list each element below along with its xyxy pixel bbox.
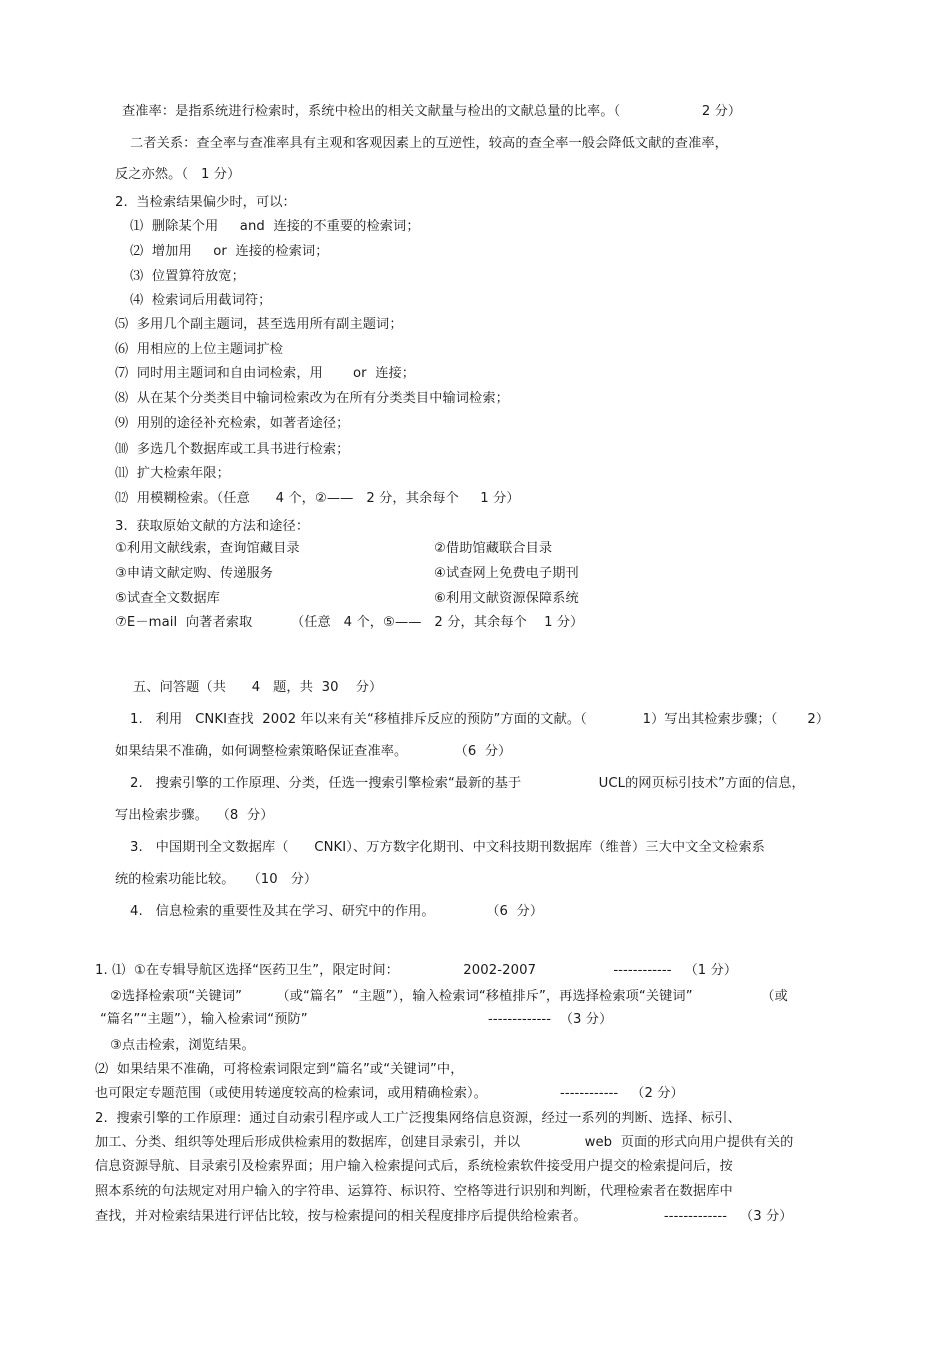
text-line: 3. 中国期刊全文数据库（ CNKI）、万方数字化期刊、中文科技期刊数据库（维普）三大中文全文检索系 bbox=[130, 840, 765, 855]
text-line: 查找，并对检索结果进行评估比较，按与检索提问的相关程度排序后提供给检索者。 ------------- （3 分） bbox=[95, 1209, 793, 1224]
text-line: ③申请文献定购、传递服务 bbox=[115, 566, 274, 581]
text-line: 1. 利用 CNKI查找 2002 年以来有关“移植排斥反应的预防”方面的文献。（ 1）写出其检索步骤；（ 2） bbox=[130, 712, 830, 727]
section-heading: 五、问答题（共 4 题，共 30 分） bbox=[133, 680, 383, 695]
text-line: ⑻ 从在某个分类类目中输词检索改为在所有分类类目中输词检索； bbox=[115, 391, 509, 406]
text-line: 加工、分类、组织等处理后形成供检索用的数据库，创建目录索引，并以 web 页面的形式向用户提供有关的 bbox=[95, 1135, 794, 1150]
text-line: ⑴ 删除某个用 and 连接的不重要的检索词； bbox=[130, 219, 420, 234]
text-line: ③点击检索，浏览结果。 bbox=[110, 1038, 255, 1053]
text-line: 统的检索功能比较。 （10 分） bbox=[115, 872, 318, 887]
text-line: ⑾ 扩大检索年限； bbox=[115, 466, 230, 481]
text-line: 查准率：是指系统进行检索时，系统中检出的相关文献量与检出的文献总量的比率。（ 2 分） bbox=[122, 104, 742, 119]
text-line: ②借助馆藏联合目录 bbox=[434, 541, 553, 556]
text-line: 反之亦然。（ 1 分） bbox=[115, 167, 241, 182]
text-line: 1. ⑴ ①在专辑导航区选择“医药卫生”，限定时间： 2002-2007 ------------ （1 分） bbox=[95, 963, 738, 978]
text-line: 也可限定专题范围（或使用转递度较高的检索词，或用精确检索）。 ------------ （2 分） bbox=[95, 1086, 684, 1101]
text-line: 如果结果不准确，如何调整检索策略保证查准率。 （6 分） bbox=[115, 744, 512, 759]
text-line: ⑽ 多选几个数据库或工具书进行检索； bbox=[115, 442, 350, 457]
text-line: ④试查网上免费电子期刊 bbox=[434, 566, 579, 581]
text-line: 二者关系：查全率与查准率具有主观和客观因素上的互逆性，较高的查全率一般会降低文献的查准率， bbox=[130, 136, 728, 151]
text-line: 2. 当检索结果偏少时，可以： bbox=[115, 195, 296, 210]
text-line: 2. 搜索引擎的工作原理、分类，任选一搜索引擎检索“最新的基于 UCL的网页标引技术”方面的信息， bbox=[130, 776, 805, 791]
text-line: ②选择检索项“关键词” （或“篇名” “主题”），输入检索词“移植排斥”，再选择检索项“关键词” （或 bbox=[110, 989, 788, 1004]
text-line: “篇名”“主题”），输入检索词“预防” ------------- （3 分） bbox=[100, 1012, 613, 1027]
text-line: ⑵ 增加用 or 连接的检索词； bbox=[130, 244, 329, 259]
text-line: ⑿ 用模糊检索。（任意 4 个，②—— 2 分，其余每个 1 分） bbox=[115, 491, 520, 506]
text-line: 写出检索步骤。 （8 分） bbox=[115, 808, 274, 823]
text-line: 信息资源导航、目录索引及检索界面；用户输入检索提问式后，系统检索软件接受用户提交的检索提问后，按 bbox=[95, 1159, 733, 1174]
text-line: ⑷ 检索词后用截词符； bbox=[130, 293, 272, 308]
text-line: ⑦E－mail 向著者索取 （任意 4 个，⑤—— 2 分，其余每个 1 分） bbox=[115, 615, 584, 630]
text-line: ⑥利用文献资源保障系统 bbox=[434, 591, 579, 606]
text-line: ⑶ 位置算符放宽； bbox=[130, 269, 245, 284]
text-line: ⑵ 如果结果不准确，可将检索词限定到“篇名”或“关键词”中， bbox=[95, 1062, 464, 1077]
text-line: ⑸ 多用几个副主题词，甚至选用所有副主题词； bbox=[115, 317, 403, 332]
text-line: ⑹ 用相应的上位主题词扩检 bbox=[115, 342, 284, 357]
text-line: ⑺ 同时用主题词和自由词检索，用 or 连接； bbox=[115, 366, 416, 381]
text-line: 3. 获取原始文献的方法和途径： bbox=[115, 519, 310, 534]
text-line: 照本系统的句法规定对用户输入的字符串、运算符、标识符、空格等进行识别和判断，代理检索者在数据库中 bbox=[95, 1184, 733, 1199]
text-line: ⑤试查全文数据库 bbox=[115, 591, 220, 606]
text-line: ⑼ 用别的途径补充检索，如著者途径； bbox=[115, 416, 350, 431]
text-line: 2. 搜索引擎的工作原理：通过自动索引程序或人工广泛搜集网络信息资源，经过一系列的判断、选择、标引、 bbox=[95, 1111, 741, 1126]
text-line: 4. 信息检索的重要性及其在学习、研究中的作用。 （6 分） bbox=[130, 904, 544, 919]
text-line: ①利用文献线索，查询馆藏目录 bbox=[115, 541, 300, 556]
